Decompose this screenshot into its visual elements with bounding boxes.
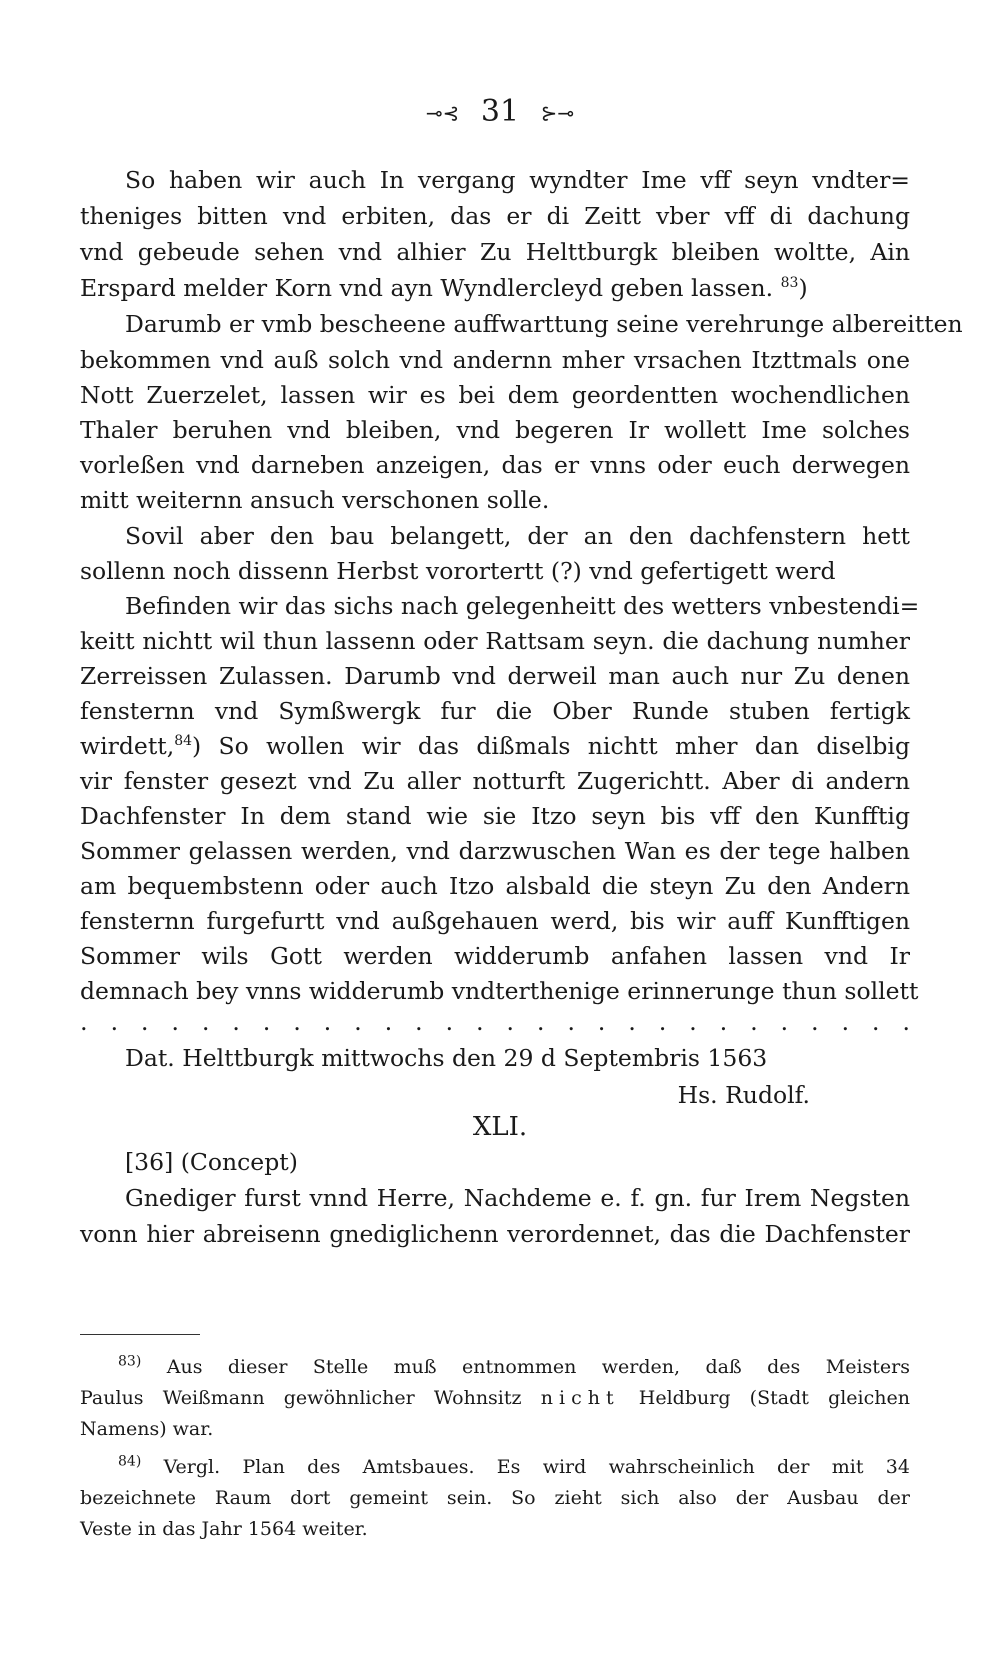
footnote-ref-paren: ) [192,732,202,760]
footnote-84-line [118,1452,910,1483]
text-line: Sommer gelassen werden, vnd darzwuschen Wan es der tege halben [80,837,910,865]
text-line: Thaler beruhen vnd bleiben, vnd begeren Ir wollett Ime solches [80,416,910,444]
text-span: Heldburg (Stadt gleichen [638,1387,910,1409]
text-span: wirdett, [80,732,175,760]
ellipsis-dots: . . . . . . . . . . . . . . . . . . . . . . . . . . . . [80,1008,910,1036]
text-line: vir fenster gesezt vnd Zu aller notturft Zugerichtt. Aber di andern [80,767,910,795]
text-line: Sovil aber den bau belangett, der an den dachfenstern hett [125,522,910,550]
text-line: Darumb er vmb bescheene auffwarttung seine verehrunge albereitten [125,310,963,338]
text-line: theniges bitten vnd erbiten, das er di Zeitt vber vff di dachung [80,202,910,230]
footnote-84-line: Veste in das Jahr 1564 weiter. [80,1518,368,1540]
text-line: fensternn vnd Symßwergk fur die Ober Runde stuben fertigk [80,697,910,725]
text-line: fensternn furgefurtt vnd außgehauen werd, bis wir auff Kunfftigen [80,907,910,935]
text-span: Paulus Weißmann gewöhnlicher Wohnsitz [80,1387,522,1409]
text-line: vorleßen vnd darneben anzeigen, das er vnns oder euch derwegen [80,451,910,479]
date-line: Dat. Helttburgk mittwochs den 29 d Septembris 1563 [125,1044,768,1072]
footnote-divider [80,1334,200,1335]
text-line: am bequembstenn oder auch Itzo alsbald die steyn Zu den Andern [80,872,910,900]
text-line: Zerreissen Zulassen. Darumb vnd derweil man auch nur Zu denen [80,662,910,690]
text-span: Vergl. Plan des Amtsbaues. Es wird wahrscheinlich der mit 34 [163,1456,910,1478]
text-line [80,728,910,764]
text-span: So wollen wir das dißmals nichtt mher dan diselbig [218,732,910,760]
ornament-right-icon: ⊱⊸ [540,101,575,125]
text-line: mitt weiternn ansuch verschonen solle. [80,486,550,514]
text-line: Nott Zuerzelet, lassen wir es bei dem geordentten wochendlichen [80,381,910,409]
page-number: 31 [480,94,520,129]
text-line: vnd gebeude sehen vnd alhier Zu Helttburgk bleiben woltte, Ain [80,238,910,266]
text-line: vonn hier abreisenn gnediglichenn verordennet, das die Dachfenster [80,1220,910,1248]
text-line: So haben wir auch In vergang wyndter Ime vff seyn vndter= [125,166,910,194]
text-span: Aus dieser Stelle muß entnommen werden, daß des Meisters [166,1356,910,1378]
text-line [80,270,910,306]
text-line: sollenn noch dissenn Herbst vorortertt (?) vnd gefertigett werd [80,557,836,585]
section-heading: XLI. [472,1112,528,1142]
footnote-ref-84: 84 [174,733,193,750]
text-line: demnach bey vnns widderumb vndterthenige erinnerunge thun sollett [80,977,919,1005]
footnote-marker-83: 83) [118,1353,142,1370]
ornament-left-icon: ⊸⊰ [425,101,460,125]
text-line: Gnediger furst vnnd Herre, Nachdeme e. f. gn. fur Irem Negsten [125,1184,910,1212]
signature: Hs. Rudolf. [677,1081,810,1109]
footnote-83-line: Namens) war. [80,1418,214,1440]
page-header [0,92,1000,133]
text-line: Befinden wir das sichs nach gelegenheitt des wetters vnbestendi= [125,592,920,620]
footnote-83-line [118,1352,910,1383]
text-line: keitt nichtt wil thun lassenn oder Rattsam seyn. die dachung numher [80,627,910,655]
emphasis-span: nicht [540,1387,620,1409]
footnote-83-line [80,1383,910,1414]
text-line: Sommer wils Gott werden widderumb anfahen lassen vnd Ir [80,942,910,970]
footnote-ref-paren: ) [798,274,808,302]
text-span: Erspard melder Korn vnd ayn Wyndlercleyd geben lassen. [80,274,774,302]
footnote-ref-83: 83 [780,275,799,292]
concept-label: [36] (Concept) [125,1148,298,1176]
text-line: bekommen vnd auß solch vnd andernn mher vrsachen Itzttmals one [80,346,910,374]
footnote-marker-84: 84) [118,1453,142,1470]
text-line: Dachfenster In dem stand wie sie Itzo seyn bis vff den Kunfftig [80,802,910,830]
footnote-84-line: bezeichnete Raum dort gemeint sein. So zieht sich also der Ausbau der [80,1487,910,1509]
